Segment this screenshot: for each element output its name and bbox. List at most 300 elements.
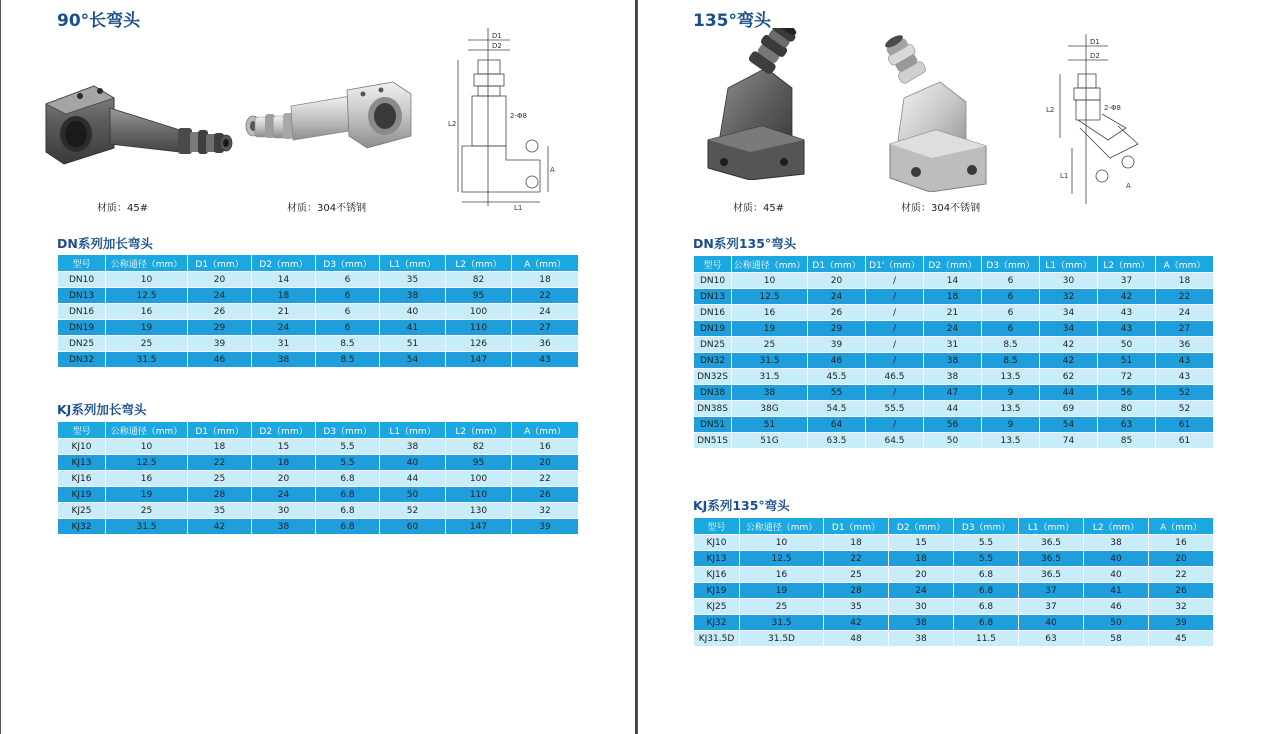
column-header: D3（mm） bbox=[316, 422, 380, 439]
elbow-90-stainless-photo bbox=[243, 80, 413, 158]
value-cell: 32 bbox=[512, 503, 579, 519]
value-cell: 8.5 bbox=[316, 336, 380, 352]
value-cell: 20 bbox=[808, 273, 866, 289]
value-cell: 19 bbox=[740, 583, 824, 599]
value-cell: 20 bbox=[889, 567, 954, 583]
value-cell: 25 bbox=[824, 567, 889, 583]
column-header: L2（mm） bbox=[446, 255, 512, 272]
value-cell: 58 bbox=[1084, 631, 1149, 647]
value-cell: 34 bbox=[1040, 305, 1098, 321]
value-cell: / bbox=[866, 353, 924, 369]
value-cell: 36.5 bbox=[1019, 551, 1084, 567]
value-cell: 62 bbox=[1040, 369, 1098, 385]
value-cell: 35 bbox=[824, 599, 889, 615]
column-header: 公称通径（mm） bbox=[106, 255, 188, 272]
drawing-label-l1: L1 bbox=[1060, 172, 1069, 180]
value-cell: 16 bbox=[732, 305, 808, 321]
model-cell: DN10 bbox=[694, 273, 732, 289]
value-cell: 147 bbox=[446, 519, 512, 535]
value-cell: 64.5 bbox=[866, 433, 924, 449]
left-kj-spec-table bbox=[57, 421, 579, 535]
value-cell: 50 bbox=[1098, 337, 1156, 353]
drawing-label-d1: D1 bbox=[492, 32, 502, 40]
table-row bbox=[58, 487, 579, 503]
right-dn-table-title: DN系列135°弯头 bbox=[693, 236, 797, 251]
value-cell: 56 bbox=[1098, 385, 1156, 401]
value-cell: 38 bbox=[924, 353, 982, 369]
column-header: D3（mm） bbox=[982, 256, 1040, 273]
value-cell: 54 bbox=[1040, 417, 1098, 433]
value-cell: 50 bbox=[924, 433, 982, 449]
value-cell: 130 bbox=[446, 503, 512, 519]
value-cell: 32 bbox=[1040, 289, 1098, 305]
value-cell: 46 bbox=[1084, 599, 1149, 615]
table-row bbox=[694, 551, 1214, 567]
left-kj-table-title: KJ系列加长弯头 bbox=[57, 402, 147, 417]
value-cell: 44 bbox=[1040, 385, 1098, 401]
drawing-label-l1: L1 bbox=[514, 204, 523, 210]
column-header: D2（mm） bbox=[252, 255, 316, 272]
value-cell: 39 bbox=[512, 519, 579, 535]
column-header: 公称通径（mm） bbox=[732, 256, 808, 273]
value-cell: 31.5 bbox=[740, 615, 824, 631]
value-cell: 37 bbox=[1019, 599, 1084, 615]
value-cell: 15 bbox=[252, 439, 316, 455]
value-cell: 38 bbox=[889, 631, 954, 647]
value-cell: 44 bbox=[924, 401, 982, 417]
value-cell: 31 bbox=[252, 336, 316, 352]
column-header: L1（mm） bbox=[380, 255, 446, 272]
value-cell: 82 bbox=[446, 272, 512, 288]
value-cell: 37 bbox=[1098, 273, 1156, 289]
value-cell: 50 bbox=[380, 487, 446, 503]
elbow-135-technical-drawing bbox=[1040, 28, 1144, 206]
value-cell: 39 bbox=[188, 336, 252, 352]
model-cell: DN32 bbox=[58, 352, 106, 368]
drawing-label-l2: L2 bbox=[448, 120, 457, 128]
value-cell: 18 bbox=[824, 535, 889, 551]
model-cell: KJ10 bbox=[694, 535, 740, 551]
value-cell: 6.8 bbox=[316, 519, 380, 535]
value-cell: 6 bbox=[982, 321, 1040, 337]
drawing-label-d2: D2 bbox=[1090, 52, 1100, 60]
column-header: D1（mm） bbox=[824, 518, 889, 535]
left-dn-spec-table bbox=[57, 254, 579, 368]
model-cell: KJ32 bbox=[694, 615, 740, 631]
value-cell: 26 bbox=[808, 305, 866, 321]
column-header: A（mm） bbox=[1156, 256, 1214, 273]
table-row bbox=[58, 439, 579, 455]
value-cell: 22 bbox=[1156, 289, 1214, 305]
model-cell: DN32 bbox=[694, 353, 732, 369]
value-cell: 21 bbox=[252, 304, 316, 320]
table-row bbox=[694, 369, 1214, 385]
table-row bbox=[694, 321, 1214, 337]
table-row bbox=[694, 385, 1214, 401]
table-header-row bbox=[58, 255, 579, 272]
table-row bbox=[694, 631, 1214, 647]
value-cell: 25 bbox=[740, 599, 824, 615]
value-cell: 6.8 bbox=[316, 487, 380, 503]
value-cell: 30 bbox=[1040, 273, 1098, 289]
value-cell: 38 bbox=[380, 288, 446, 304]
value-cell: 18 bbox=[889, 551, 954, 567]
value-cell: 5.5 bbox=[316, 439, 380, 455]
value-cell: 12.5 bbox=[732, 289, 808, 305]
value-cell: 52 bbox=[1156, 385, 1214, 401]
model-cell: KJ31.5D bbox=[694, 631, 740, 647]
column-header: 型号 bbox=[58, 255, 106, 272]
value-cell: 28 bbox=[824, 583, 889, 599]
model-cell: DN19 bbox=[694, 321, 732, 337]
column-header: L2（mm） bbox=[1084, 518, 1149, 535]
value-cell: 6.8 bbox=[316, 471, 380, 487]
value-cell: 18 bbox=[252, 288, 316, 304]
value-cell: 126 bbox=[446, 336, 512, 352]
value-cell: 46 bbox=[188, 352, 252, 368]
value-cell: 61 bbox=[1156, 417, 1214, 433]
model-cell: KJ13 bbox=[58, 455, 106, 471]
value-cell: 55.5 bbox=[866, 401, 924, 417]
value-cell: 22 bbox=[512, 288, 579, 304]
value-cell: 18 bbox=[1156, 273, 1214, 289]
value-cell: 38 bbox=[252, 519, 316, 535]
table-row bbox=[694, 599, 1214, 615]
value-cell: / bbox=[866, 289, 924, 305]
column-header: L1（mm） bbox=[380, 422, 446, 439]
value-cell: 22 bbox=[824, 551, 889, 567]
value-cell: 11.5 bbox=[954, 631, 1019, 647]
value-cell: 22 bbox=[1149, 567, 1214, 583]
value-cell: 100 bbox=[446, 304, 512, 320]
value-cell: 31.5 bbox=[106, 519, 188, 535]
value-cell: 36.5 bbox=[1019, 535, 1084, 551]
right-section-title: 135°弯头 bbox=[693, 11, 771, 31]
model-cell: DN16 bbox=[58, 304, 106, 320]
elbow-135-stainless-photo bbox=[870, 32, 990, 192]
model-cell: KJ13 bbox=[694, 551, 740, 567]
value-cell: 52 bbox=[1156, 401, 1214, 417]
table-row bbox=[694, 305, 1214, 321]
value-cell: 24 bbox=[1156, 305, 1214, 321]
value-cell: 25 bbox=[732, 337, 808, 353]
value-cell: 41 bbox=[1084, 583, 1149, 599]
value-cell: 27 bbox=[1156, 321, 1214, 337]
elbow-90-technical-drawing bbox=[448, 20, 556, 210]
value-cell: 42 bbox=[1040, 337, 1098, 353]
value-cell: 9 bbox=[982, 385, 1040, 401]
value-cell: 20 bbox=[512, 455, 579, 471]
elbow-135-carbon-steel-photo bbox=[700, 28, 812, 180]
table-row bbox=[58, 288, 579, 304]
model-cell: DN32S bbox=[694, 369, 732, 385]
drawing-label-a: A bbox=[550, 166, 555, 174]
value-cell: 55 bbox=[808, 385, 866, 401]
column-header: D2（mm） bbox=[252, 422, 316, 439]
model-cell: DN38 bbox=[694, 385, 732, 401]
value-cell: 30 bbox=[252, 503, 316, 519]
value-cell: 31.5D bbox=[740, 631, 824, 647]
value-cell: 6.8 bbox=[954, 567, 1019, 583]
left-section-title: 90°长弯头 bbox=[57, 11, 141, 31]
value-cell: 72 bbox=[1098, 369, 1156, 385]
column-header: 公称通径（mm） bbox=[106, 422, 188, 439]
value-cell: 6 bbox=[316, 304, 380, 320]
value-cell: 31.5 bbox=[732, 369, 808, 385]
model-cell: DN16 bbox=[694, 305, 732, 321]
value-cell: 147 bbox=[446, 352, 512, 368]
value-cell: 63 bbox=[1098, 417, 1156, 433]
value-cell: 19 bbox=[106, 487, 188, 503]
value-cell: 24 bbox=[252, 487, 316, 503]
value-cell: 110 bbox=[446, 487, 512, 503]
value-cell: 8.5 bbox=[316, 352, 380, 368]
model-cell: KJ32 bbox=[58, 519, 106, 535]
value-cell: 69 bbox=[1040, 401, 1098, 417]
value-cell: 25 bbox=[106, 503, 188, 519]
table-row bbox=[58, 336, 579, 352]
value-cell: 6 bbox=[982, 289, 1040, 305]
table-row bbox=[694, 401, 1214, 417]
model-cell: KJ10 bbox=[58, 439, 106, 455]
model-cell: DN51S bbox=[694, 433, 732, 449]
drawing-label-d1: D1 bbox=[1090, 38, 1100, 46]
model-cell: DN25 bbox=[694, 337, 732, 353]
column-header: L1（mm） bbox=[1019, 518, 1084, 535]
value-cell: 42 bbox=[1098, 289, 1156, 305]
value-cell: 26 bbox=[188, 304, 252, 320]
value-cell: 16 bbox=[1149, 535, 1214, 551]
value-cell: / bbox=[866, 385, 924, 401]
model-cell: KJ25 bbox=[694, 599, 740, 615]
value-cell: 51G bbox=[732, 433, 808, 449]
value-cell: 10 bbox=[732, 273, 808, 289]
value-cell: 36 bbox=[1156, 337, 1214, 353]
value-cell: 22 bbox=[188, 455, 252, 471]
value-cell: 19 bbox=[732, 321, 808, 337]
value-cell: 38 bbox=[924, 369, 982, 385]
value-cell: 6.8 bbox=[954, 615, 1019, 631]
value-cell: 14 bbox=[252, 272, 316, 288]
value-cell: 18 bbox=[512, 272, 579, 288]
value-cell: 50 bbox=[1084, 615, 1149, 631]
value-cell: 61 bbox=[1156, 433, 1214, 449]
value-cell: 18 bbox=[924, 289, 982, 305]
value-cell: 40 bbox=[1084, 567, 1149, 583]
right-kj-table-title: KJ系列135°弯头 bbox=[693, 498, 790, 513]
table-row bbox=[694, 289, 1214, 305]
table-row bbox=[694, 615, 1214, 631]
table-row bbox=[694, 583, 1214, 599]
value-cell: 56 bbox=[924, 417, 982, 433]
value-cell: 20 bbox=[252, 471, 316, 487]
value-cell: 5.5 bbox=[954, 551, 1019, 567]
model-cell: KJ19 bbox=[694, 583, 740, 599]
column-header: L1（mm） bbox=[1040, 256, 1098, 273]
value-cell: 38 bbox=[1084, 535, 1149, 551]
column-header: D1（mm） bbox=[808, 256, 866, 273]
value-cell: 40 bbox=[380, 455, 446, 471]
value-cell: 37 bbox=[1019, 583, 1084, 599]
value-cell: 63.5 bbox=[808, 433, 866, 449]
model-cell: KJ16 bbox=[58, 471, 106, 487]
value-cell: 9 bbox=[982, 417, 1040, 433]
column-header: D1'（mm） bbox=[866, 256, 924, 273]
value-cell: 24 bbox=[808, 289, 866, 305]
value-cell: 6.8 bbox=[954, 599, 1019, 615]
value-cell: 29 bbox=[808, 321, 866, 337]
value-cell: 15 bbox=[889, 535, 954, 551]
column-header: 型号 bbox=[694, 256, 732, 273]
value-cell: 13.5 bbox=[982, 401, 1040, 417]
model-cell: KJ25 bbox=[58, 503, 106, 519]
value-cell: 14 bbox=[924, 273, 982, 289]
model-cell: DN38S bbox=[694, 401, 732, 417]
model-cell: DN51 bbox=[694, 417, 732, 433]
value-cell: 5.5 bbox=[316, 455, 380, 471]
value-cell: 100 bbox=[446, 471, 512, 487]
value-cell: 60 bbox=[380, 519, 446, 535]
value-cell: 41 bbox=[380, 320, 446, 336]
value-cell: 24 bbox=[889, 583, 954, 599]
table-row bbox=[694, 567, 1214, 583]
value-cell: 24 bbox=[924, 321, 982, 337]
right-caption-stainless: 材质：304不锈钢 bbox=[901, 203, 981, 214]
column-header: 型号 bbox=[58, 422, 106, 439]
drawing-label-hole: 2-Φ8 bbox=[1104, 104, 1121, 112]
value-cell: 38G bbox=[732, 401, 808, 417]
column-header: D3（mm） bbox=[954, 518, 1019, 535]
value-cell: 6 bbox=[316, 288, 380, 304]
value-cell: 38 bbox=[732, 385, 808, 401]
drawing-label-d2: D2 bbox=[492, 42, 502, 50]
value-cell: 8.5 bbox=[982, 337, 1040, 353]
table-header-row bbox=[694, 256, 1214, 273]
value-cell: 10 bbox=[740, 535, 824, 551]
table-row bbox=[694, 273, 1214, 289]
table-row bbox=[58, 503, 579, 519]
value-cell: 24 bbox=[188, 288, 252, 304]
value-cell: / bbox=[866, 305, 924, 321]
value-cell: 43 bbox=[512, 352, 579, 368]
value-cell: 51 bbox=[732, 417, 808, 433]
value-cell: 26 bbox=[1149, 583, 1214, 599]
value-cell: 36 bbox=[512, 336, 579, 352]
column-header: D1（mm） bbox=[188, 422, 252, 439]
column-header: D1（mm） bbox=[188, 255, 252, 272]
value-cell: 6.8 bbox=[954, 583, 1019, 599]
value-cell: 25 bbox=[188, 471, 252, 487]
column-header: 型号 bbox=[694, 518, 740, 535]
value-cell: 24 bbox=[512, 304, 579, 320]
value-cell: 16 bbox=[740, 567, 824, 583]
value-cell: 40 bbox=[1019, 615, 1084, 631]
value-cell: 43 bbox=[1156, 353, 1214, 369]
column-header: A（mm） bbox=[1149, 518, 1214, 535]
value-cell: 31.5 bbox=[106, 352, 188, 368]
column-header: A（mm） bbox=[512, 255, 579, 272]
elbow-90-carbon-steel-photo bbox=[40, 78, 235, 166]
value-cell: 46 bbox=[808, 353, 866, 369]
model-cell: DN19 bbox=[58, 320, 106, 336]
value-cell: 13.5 bbox=[982, 433, 1040, 449]
value-cell: 34 bbox=[1040, 321, 1098, 337]
value-cell: 6 bbox=[982, 305, 1040, 321]
value-cell: / bbox=[866, 417, 924, 433]
value-cell: 6 bbox=[982, 273, 1040, 289]
value-cell: 16 bbox=[512, 439, 579, 455]
value-cell: 22 bbox=[512, 471, 579, 487]
value-cell: 43 bbox=[1156, 369, 1214, 385]
value-cell: 8.5 bbox=[982, 353, 1040, 369]
value-cell: 38 bbox=[252, 352, 316, 368]
value-cell: 42 bbox=[1040, 353, 1098, 369]
value-cell: 30 bbox=[889, 599, 954, 615]
column-header: L2（mm） bbox=[446, 422, 512, 439]
value-cell: 85 bbox=[1098, 433, 1156, 449]
value-cell: 52 bbox=[380, 503, 446, 519]
model-cell: DN13 bbox=[58, 288, 106, 304]
value-cell: 20 bbox=[188, 272, 252, 288]
value-cell: 24 bbox=[252, 320, 316, 336]
model-cell: DN10 bbox=[58, 272, 106, 288]
value-cell: 16 bbox=[106, 471, 188, 487]
value-cell: 31.5 bbox=[732, 353, 808, 369]
value-cell: 12.5 bbox=[740, 551, 824, 567]
value-cell: 10 bbox=[106, 439, 188, 455]
value-cell: 39 bbox=[808, 337, 866, 353]
value-cell: 110 bbox=[446, 320, 512, 336]
value-cell: 39 bbox=[1149, 615, 1214, 631]
left-dn-table-title: DN系列加长弯头 bbox=[57, 236, 153, 251]
column-header: A（mm） bbox=[512, 422, 579, 439]
value-cell: 38 bbox=[380, 439, 446, 455]
value-cell: 43 bbox=[1098, 321, 1156, 337]
table-row bbox=[694, 535, 1214, 551]
table-row bbox=[58, 304, 579, 320]
value-cell: 64 bbox=[808, 417, 866, 433]
value-cell: 95 bbox=[446, 288, 512, 304]
value-cell: 32 bbox=[1149, 599, 1214, 615]
value-cell: 51 bbox=[380, 336, 446, 352]
table-row bbox=[694, 417, 1214, 433]
table-row bbox=[58, 272, 579, 288]
table-row bbox=[58, 471, 579, 487]
column-header: L2（mm） bbox=[1098, 256, 1156, 273]
value-cell: 45 bbox=[1149, 631, 1214, 647]
value-cell: / bbox=[866, 321, 924, 337]
table-row bbox=[58, 519, 579, 535]
table-row bbox=[694, 433, 1214, 449]
value-cell: 44 bbox=[380, 471, 446, 487]
value-cell: 21 bbox=[924, 305, 982, 321]
column-header: 公称通径（mm） bbox=[740, 518, 824, 535]
table-header-row bbox=[694, 518, 1214, 535]
value-cell: 6 bbox=[316, 320, 380, 336]
model-cell: DN25 bbox=[58, 336, 106, 352]
value-cell: 45.5 bbox=[808, 369, 866, 385]
value-cell: 35 bbox=[188, 503, 252, 519]
value-cell: 42 bbox=[824, 615, 889, 631]
value-cell: 43 bbox=[1098, 305, 1156, 321]
value-cell: 46.5 bbox=[866, 369, 924, 385]
value-cell: 82 bbox=[446, 439, 512, 455]
value-cell: 36.5 bbox=[1019, 567, 1084, 583]
value-cell: 31 bbox=[924, 337, 982, 353]
value-cell: 54.5 bbox=[808, 401, 866, 417]
value-cell: 95 bbox=[446, 455, 512, 471]
model-cell: KJ16 bbox=[694, 567, 740, 583]
